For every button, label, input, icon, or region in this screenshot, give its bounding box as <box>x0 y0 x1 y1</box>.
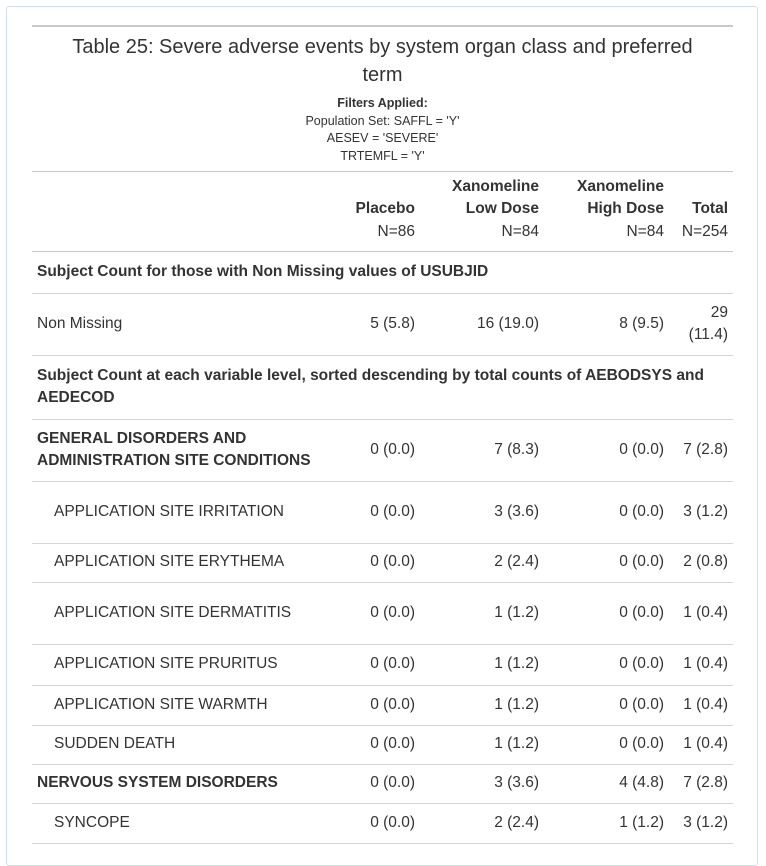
table-row <box>32 293 733 355</box>
count-cell: 2 (0.8) <box>669 543 733 582</box>
preferred-term-label: APPLICATION SITE WARMTH <box>32 685 324 725</box>
system-organ-class-label: NERVOUS SYSTEM DISORDERS <box>32 764 324 803</box>
section-heading: Subject Count for those with Non Missing values of USUBJID <box>32 252 733 293</box>
preferred-term-label: SYNCOPE <box>32 803 324 843</box>
count-cell: 0 (0.0) <box>544 685 669 725</box>
table-row <box>32 481 733 543</box>
table-row <box>32 725 733 764</box>
count-cell: 3 (1.2) <box>669 481 733 543</box>
count-cell: 1 (0.4) <box>669 685 733 725</box>
preferred-term-label: APPLICATION SITE IRRITATION <box>32 481 324 543</box>
count-cell: 0 (0.0) <box>324 481 420 543</box>
count-cell: 2 (2.4) <box>420 803 544 843</box>
column-name-line2: Low Dose <box>465 200 539 217</box>
count-cell: 3 (3.6) <box>420 764 544 803</box>
count-cell: 1 (0.4) <box>669 644 733 685</box>
table-row <box>32 685 733 725</box>
count-cell: 1 (0.4) <box>669 582 733 644</box>
system-organ-class-label: GENERAL DISORDERS AND ADMINISTRATION SITE CONDITIONS <box>32 419 324 481</box>
preferred-term-label: APPLICATION SITE PRURITUS <box>32 644 324 685</box>
count-cell: 1 (1.2) <box>420 644 544 685</box>
count-cell: 0 (0.0) <box>544 725 669 764</box>
count-cell: 0 (0.0) <box>544 543 669 582</box>
table-row <box>32 419 733 481</box>
filters-block <box>32 95 733 165</box>
count-cell: 0 (0.0) <box>324 644 420 685</box>
table-row <box>32 543 733 582</box>
preferred-term-label: APPLICATION SITE DERMATITIS <box>32 582 324 644</box>
column-name-line2: Placebo <box>355 200 415 217</box>
count-cell: 29 (11.4) <box>669 293 733 355</box>
column-n: N=86 <box>377 222 415 240</box>
table-title: Table 25: Severe adverse events by system organ class and preferred term <box>72 36 693 86</box>
count-cell: 1 (1.2) <box>544 803 669 843</box>
column-n: N=254 <box>681 222 728 240</box>
count-cell: 3 (1.2) <box>669 803 733 843</box>
count-cell: 0 (0.0) <box>324 725 420 764</box>
count-cell: 3 (3.6) <box>420 481 544 543</box>
table-row <box>32 803 733 843</box>
column-name-line2: High Dose <box>587 200 664 217</box>
column-total <box>682 198 728 243</box>
filter-line: AESEV = 'SEVERE' <box>326 131 439 145</box>
preferred-term-label: APPLICATION SITE ERYTHEMA <box>32 543 324 582</box>
count-cell: 2 (2.4) <box>420 543 544 582</box>
column-header <box>32 171 733 252</box>
results-table <box>32 252 733 844</box>
count-cell: 7 (8.3) <box>420 419 544 481</box>
count-cell: 7 (2.8) <box>669 419 733 481</box>
count-cell: 1 (1.2) <box>420 725 544 764</box>
section-heading: Subject Count at each variable level, sorted descending by total counts of AEBODSYS and AEDECOD <box>32 355 733 419</box>
count-cell: 5 (5.8) <box>324 293 420 355</box>
count-cell: 0 (0.0) <box>324 764 420 803</box>
count-cell: 1 (1.2) <box>420 582 544 644</box>
count-cell: 7 (2.8) <box>669 764 733 803</box>
count-cell: 0 (0.0) <box>324 582 420 644</box>
top-divider <box>32 25 733 27</box>
section-heading-row <box>32 355 733 419</box>
count-cell: 0 (0.0) <box>544 644 669 685</box>
column-name-line1: Xanomeline <box>577 177 664 195</box>
column-placebo <box>356 198 415 243</box>
table-row <box>32 644 733 685</box>
report <box>32 25 733 844</box>
filters-heading: Filters Applied: <box>337 96 428 110</box>
table-row <box>32 582 733 644</box>
column-high-dose <box>577 176 664 244</box>
column-name-line1: Xanomeline <box>452 177 539 195</box>
preferred-term-label: SUDDEN DEATH <box>32 725 324 764</box>
column-n: N=84 <box>626 222 664 240</box>
row-label: Non Missing <box>32 293 324 355</box>
count-cell: 8 (9.5) <box>544 293 669 355</box>
count-cell: 0 (0.0) <box>324 685 420 725</box>
count-cell: 0 (0.0) <box>544 582 669 644</box>
count-cell: 0 (0.0) <box>324 543 420 582</box>
count-cell: 0 (0.0) <box>544 481 669 543</box>
column-low-dose <box>452 176 539 244</box>
table-row <box>32 764 733 803</box>
count-cell: 1 (1.2) <box>420 685 544 725</box>
count-cell: 0 (0.0) <box>324 803 420 843</box>
count-cell: 4 (4.8) <box>544 764 669 803</box>
column-n: N=84 <box>501 222 539 240</box>
count-cell: 16 (19.0) <box>420 293 544 355</box>
column-name-line2: Total <box>692 200 728 217</box>
count-cell: 0 (0.0) <box>324 419 420 481</box>
section-heading-row <box>32 252 733 293</box>
filter-line: Population Set: SAFFL = 'Y' <box>305 113 460 128</box>
filter-line: TRTEMFL = 'Y' <box>340 148 425 163</box>
count-cell: 0 (0.0) <box>544 419 669 481</box>
count-cell: 1 (0.4) <box>669 725 733 764</box>
